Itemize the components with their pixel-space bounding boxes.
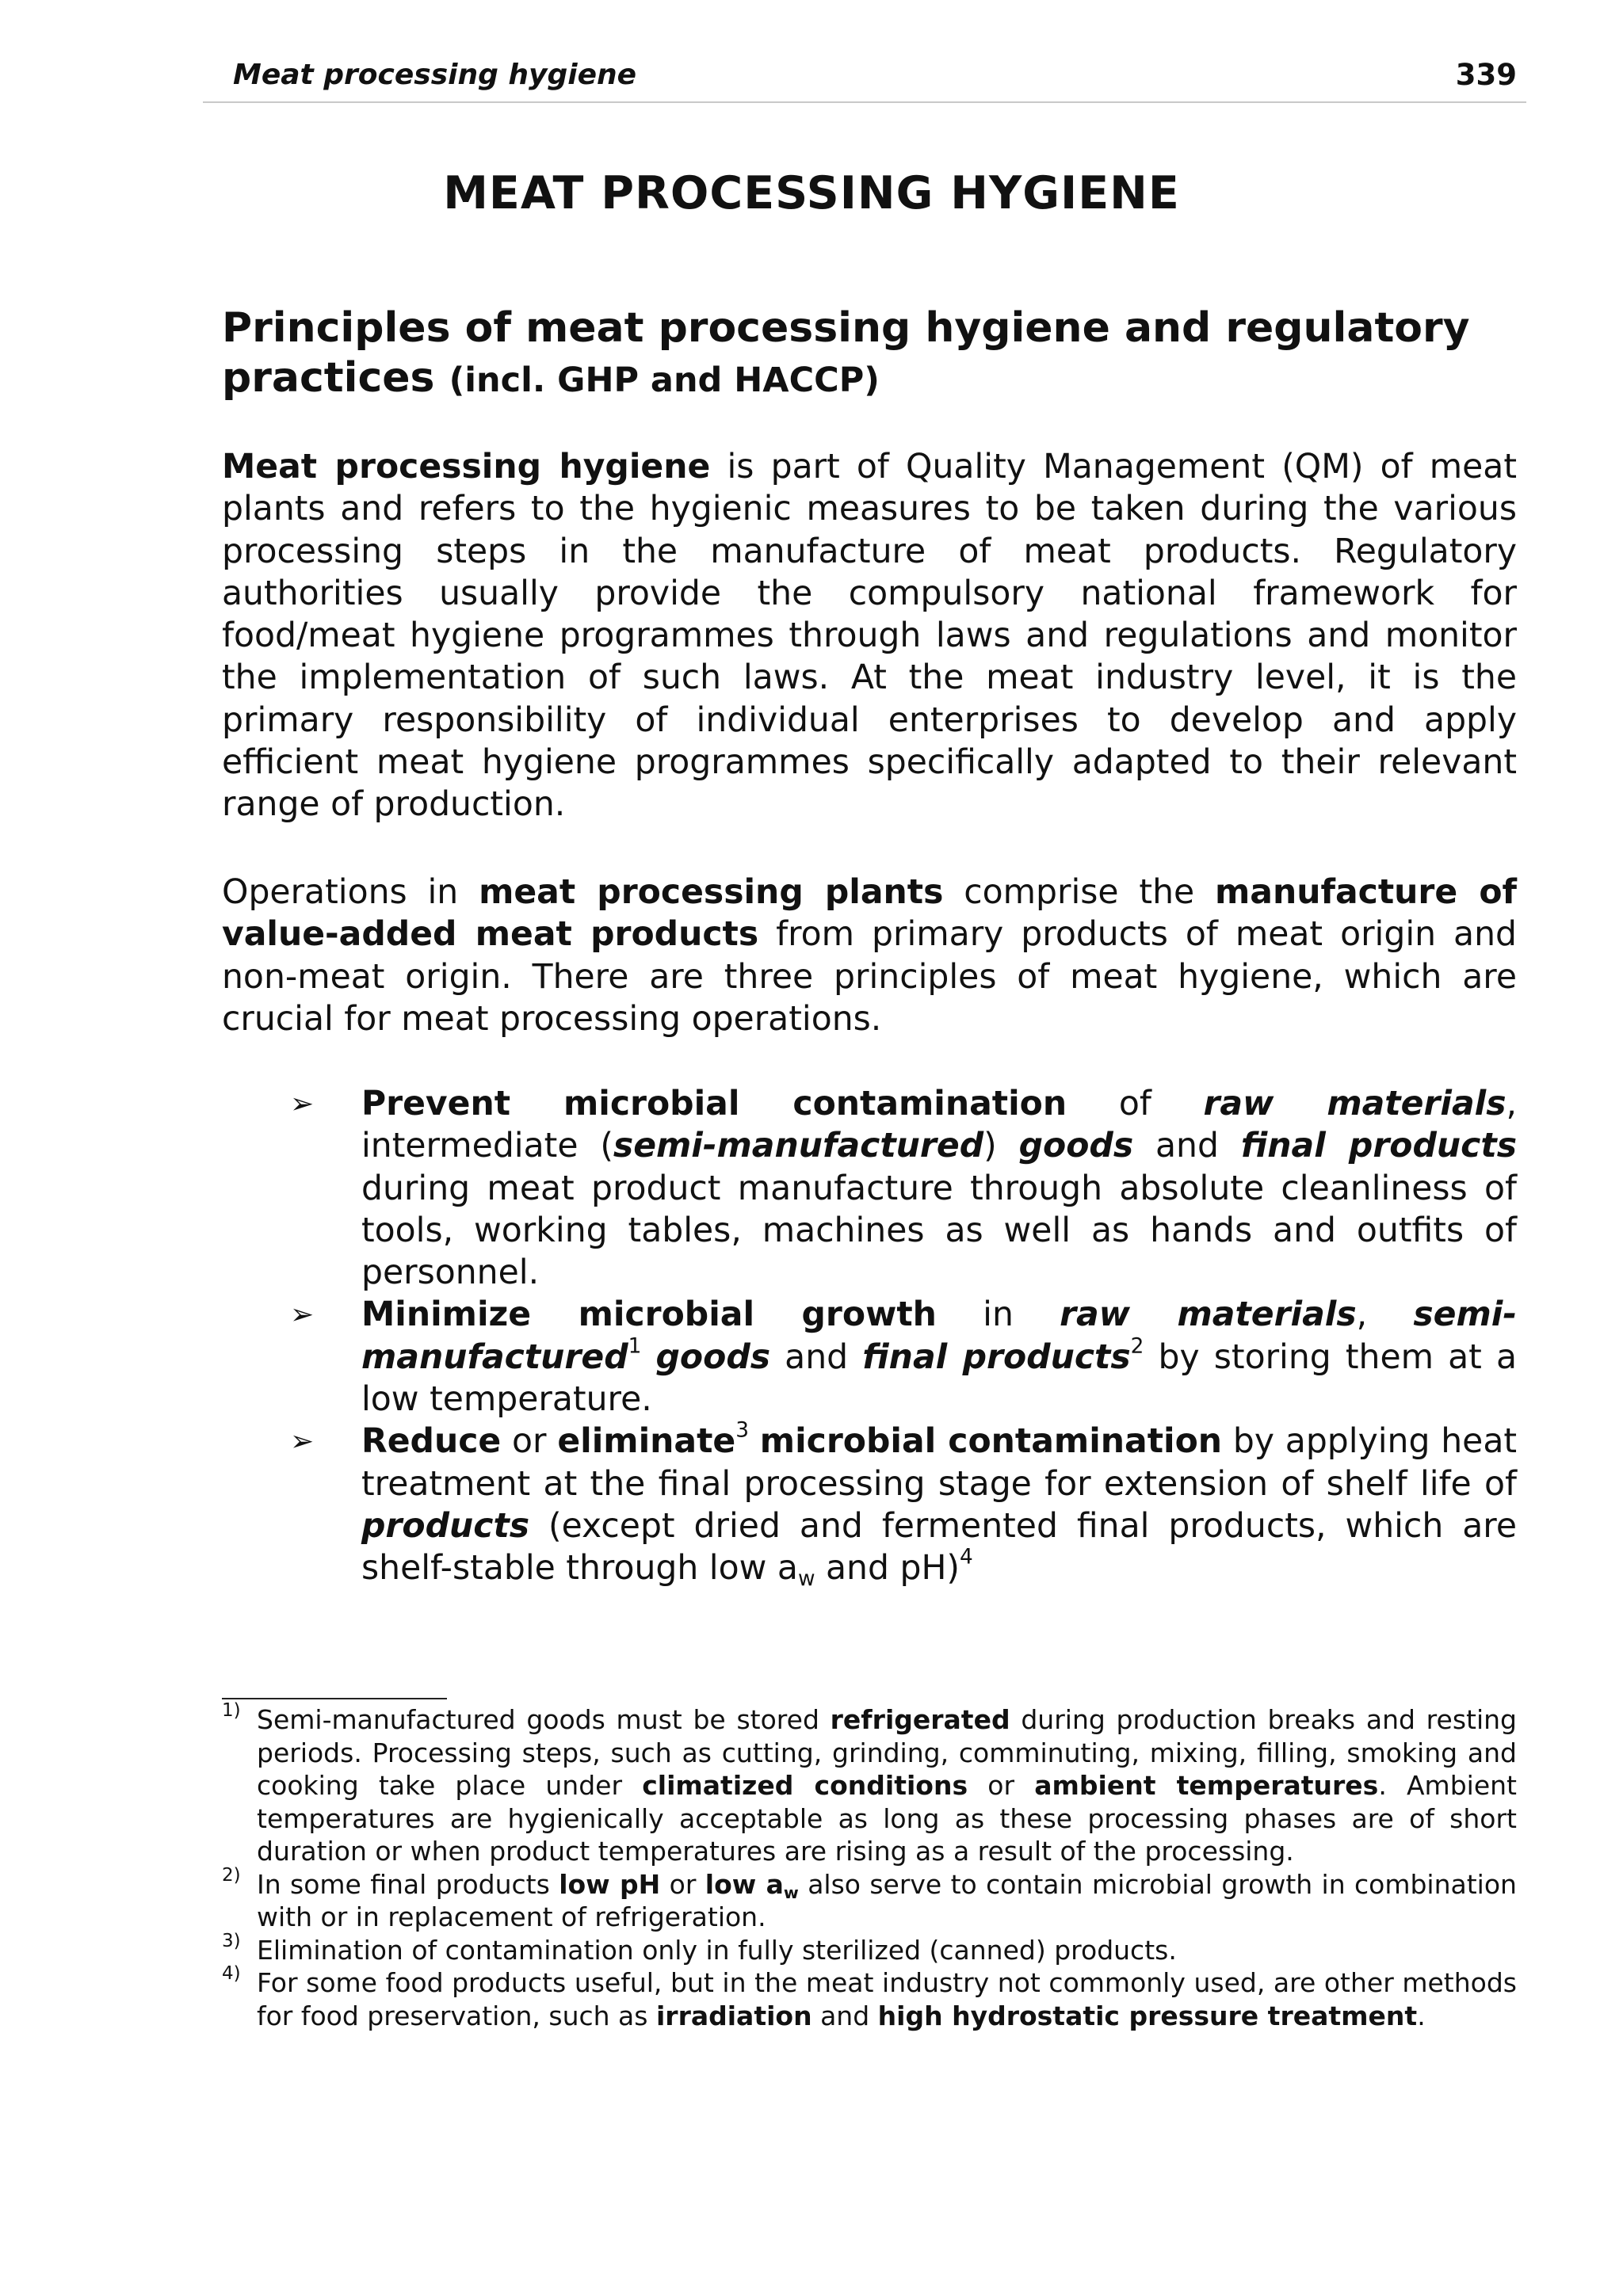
bullet3-term-products: products — [361, 1506, 530, 1546]
intro-text: is part of Quality Management (QM) of meat plants and refers to the hygienic measures to be taken during the various processing steps in the manufacture of meat products. Regulatory authorities usually provide the compulsory national framework for food/meat hygiene programmes through laws and regulations and monitor the implementation of such laws. At the meat industry level, it is the primary responsibility of individual enterprises to develop and apply efficient meat hygiene programmes specifically adapted to their relevant range of production. — [222, 448, 1518, 825]
bullet2-text-4: by storing them at a low temperature. — [361, 1337, 1517, 1420]
principles-list — [222, 1083, 1517, 1590]
bullet1-text-5: during meat product manufacture through absolute cleanliness of tools, working tables, machines as well as hands and outfits of personnel. — [361, 1169, 1517, 1293]
bullet3-lead-contamination: microbial contamination — [759, 1422, 1223, 1462]
bullet2-text-2: , — [1356, 1295, 1368, 1335]
running-header — [233, 55, 1517, 101]
footnote-ref-1: 1 — [628, 1334, 642, 1359]
list-item — [222, 1294, 1517, 1421]
bullet1-term-goods: goods — [1018, 1127, 1134, 1166]
bullet2-text-3: and — [785, 1337, 849, 1377]
page-title: MEAT PROCESSING HYGIENE — [443, 167, 1180, 219]
footnote — [222, 1700, 1517, 1868]
footnote1-text-1: Semi-manufactured goods must be stored — [257, 1704, 819, 1735]
footnote2-text-2: or — [669, 1868, 697, 1900]
bullet3-lead-reduce: Reduce — [361, 1422, 502, 1462]
footnote-ref-3: 3 — [735, 1418, 749, 1443]
bullet1-term-semi-manufactured: semi-manufactured — [613, 1127, 984, 1166]
section-heading-main: Principles of meat processing hygiene and regulatory practices — [222, 304, 1470, 402]
list-item — [222, 1418, 1518, 1592]
bullet1-text-3: ) — [983, 1127, 997, 1166]
bullet2-term-semi-manufactured: semi-manufactured — [361, 1295, 1518, 1377]
bullet1-lead: Prevent microbial contamination — [361, 1085, 1067, 1123]
footnote-number: 4) — [222, 1963, 241, 1984]
footnote-ref-4: 4 — [959, 1545, 973, 1569]
bullet2-term-goods: goods — [655, 1337, 771, 1377]
intro-lead-term: Meat processing hygiene — [222, 448, 711, 486]
bullet3-text-4: and pH) — [826, 1549, 960, 1589]
bullet2-term-final-products: final products — [862, 1337, 1131, 1377]
footnote2-term-low-ph: low pH — [559, 1868, 661, 1900]
footnote4-text-3: . — [1417, 2000, 1426, 2031]
footnote1-text-2: during production breaks and resting periods. Processing steps, such as cutting, grinding, comminuting, mixing, filling, smoking and cooking take place under — [257, 1704, 1517, 1801]
footnote4-text-1: For some food products useful, but in the meat industry not commonly used, are other methods for food preservation, such as — [257, 1967, 1517, 2031]
paragraph-intro — [222, 446, 1517, 826]
bullet1-text-2: , intermediate ( — [361, 1085, 1518, 1166]
footnote4-term-hhp: high hydrostatic pressure treatment — [877, 2000, 1418, 2031]
paragraph-operations — [222, 871, 1517, 1040]
bullet3-text-1: or — [512, 1422, 547, 1462]
footnote4-text-2: and — [820, 2000, 870, 2031]
footnote2-text-1: In some final products — [257, 1868, 550, 1900]
footnote2-term-low-aw — [705, 1869, 799, 1900]
section-heading-note: (incl. GHP and HACCP) — [449, 360, 880, 400]
operations-text-3: from primary products of meat origin and non-meat origin. There are three principles of meat hygiene, which are crucial for meat processing operations. — [222, 915, 1518, 1039]
arrow-bullet-icon: ➢ — [290, 1088, 315, 1120]
footnote1-text-4: . Ambient temperatures are hygienically acceptable as long as these processing phases are of short duration or when product temperatures are rising as a result of the processing. — [257, 1770, 1517, 1867]
bullet3-lead-eliminate: eliminate — [557, 1422, 736, 1462]
footnote-number: 3) — [222, 1930, 241, 1951]
footnote — [222, 1864, 1517, 1934]
footnotes — [222, 1700, 1517, 2032]
bullet1-text-4: and — [1155, 1127, 1219, 1166]
bullet1-term-final-products: final products — [1240, 1127, 1517, 1166]
arrow-bullet-icon: ➢ — [290, 1299, 315, 1332]
footnote3-text: Elimination of contamination only in fully sterilized (canned) products. — [257, 1934, 1177, 1966]
section-heading — [222, 303, 1522, 406]
running-header-title: Meat processing hygiene — [233, 59, 637, 91]
operations-text-2: comprise the — [964, 873, 1195, 912]
operations-term-plants: meat processing plants — [479, 873, 944, 912]
footnote-number: 2) — [222, 1864, 241, 1886]
bullet2-lead: Minimize microbial growth — [361, 1295, 937, 1335]
bullet2-text-1: in — [983, 1295, 1014, 1335]
footnote4-term-irradiation: irradiation — [655, 2000, 812, 2031]
footnote-ref-2: 2 — [1130, 1334, 1144, 1359]
footnote — [222, 1963, 1517, 2032]
bullet3-text-3: (except dried and fermented final products, which are shelf-stable through low a — [361, 1506, 1517, 1589]
list-item — [222, 1083, 1517, 1294]
footnote2-text-3: also serve to contain microbial growth in combination with or in replacement of refrigeration. — [257, 1868, 1517, 1932]
arrow-bullet-icon: ➢ — [290, 1425, 315, 1459]
operations-text-1: Operations in — [222, 873, 459, 912]
footnote1-term-ambient: ambient temperatures — [1034, 1770, 1379, 1801]
footnote2-aw-subscript: w — [783, 1882, 799, 1902]
operations-term-manufacture: manufacture of value-added meat products — [222, 873, 1518, 955]
footnote-rule — [222, 1698, 447, 1699]
page-number: 339 — [1455, 58, 1517, 92]
water-activity-subscript: w — [797, 1567, 815, 1592]
bullet3-text-2: by applying heat treatment at the final processing stage for extension of shelf life of — [361, 1422, 1518, 1504]
footnote1-term-climatized: climatized conditions — [642, 1770, 968, 1801]
bullet2-term-raw-materials: raw materials — [1060, 1295, 1357, 1335]
footnote1-term-refrigerated: refrigerated — [830, 1704, 1010, 1735]
footnote — [222, 1930, 1517, 1967]
bullet1-text-1: of — [1118, 1085, 1151, 1123]
header-rule — [203, 101, 1526, 103]
footnote2-low-a: low a — [705, 1868, 784, 1900]
footnote1-text-3: or — [987, 1770, 1015, 1801]
footnote-number: 1) — [222, 1700, 241, 1721]
bullet1-term-raw-materials: raw materials — [1203, 1085, 1507, 1123]
